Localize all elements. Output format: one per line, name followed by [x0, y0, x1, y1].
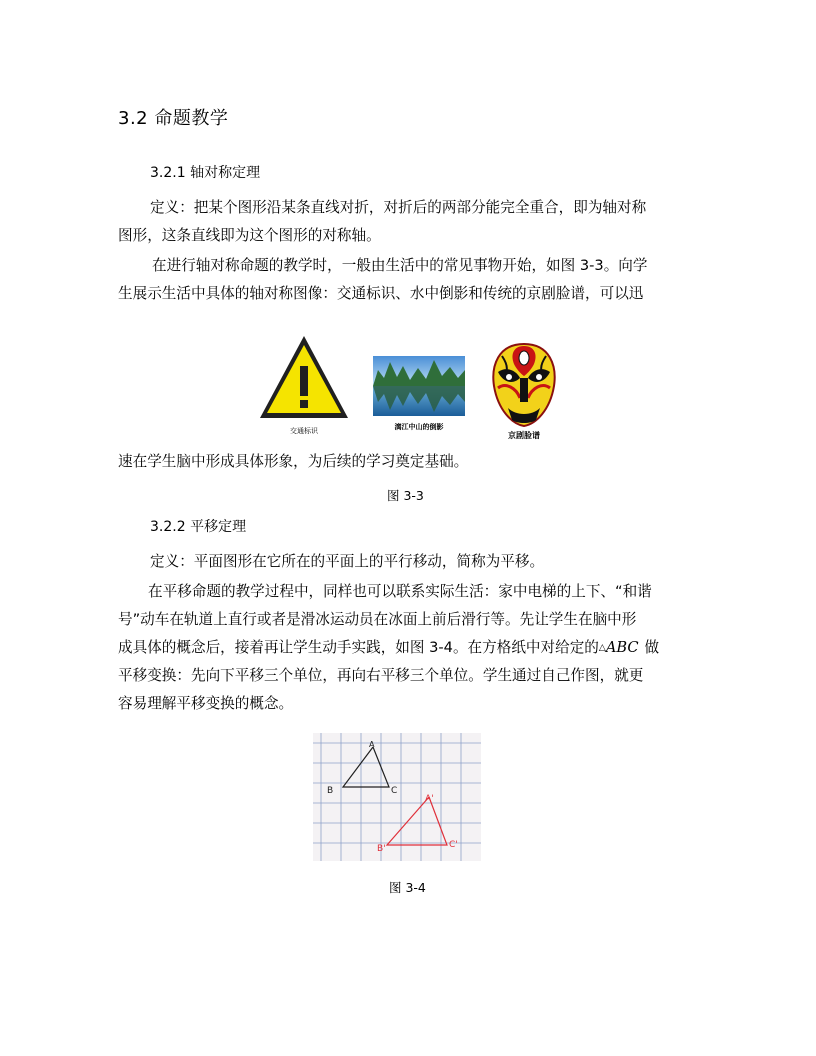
text-line: 定义：把某个图形沿某条直线对折，对折后的两部分能完全重合，即为轴对称: [150, 199, 647, 216]
text-line: [118, 634, 704, 662]
text-line: 容易理解平移变换的概念。: [118, 695, 294, 712]
paragraph-symmetry-teaching: [118, 252, 704, 308]
warning-sign-image: [260, 336, 348, 418]
text-line: 图形，这条直线即为这个图形的对称轴。: [118, 227, 381, 244]
paragraph-definition-translation: [118, 548, 704, 576]
text-line: 号”动车在轨道上直行或者是滑冰运动员在冰面上前后滑行等。先让学生在脑中形: [118, 611, 637, 628]
paragraph-symmetry-continued: [118, 448, 704, 476]
triangle-symbol: △: [598, 643, 606, 653]
figure-caption-3-3: 图 3-3: [387, 488, 424, 503]
subsection-heading-axial-symmetry: 3.2.1 轴对称定理: [150, 165, 261, 181]
text-line: 在进行轴对称命题的教学时，一般由生活中的常见事物开始，如图 3-3。向学: [152, 257, 648, 274]
point-label-b-prime: B': [377, 844, 386, 854]
figure-3-3: [258, 332, 558, 444]
text-line: 平移变换：先向下平移三个单位，再向右平移三个单位。学生通过自己作图，就更: [118, 667, 644, 684]
text-line: 生展示生活中具体的轴对称图像：交通标识、水中倒影和传统的京剧脸谱，可以迅: [118, 285, 644, 302]
point-label-c-prime: C': [449, 840, 458, 850]
paragraph-definition-symmetry: [118, 194, 704, 250]
point-label-a: A: [369, 740, 375, 749]
text-line: 速在学生脑中形成具体形象，为后续的学习奠定基础。: [118, 453, 469, 470]
landscape-reflection-image: [373, 356, 465, 416]
point-label-b: B: [327, 786, 334, 796]
figure-label-traffic-sign: 交通标识: [290, 427, 318, 435]
subsection-heading-translation: 3.2.2 平移定理: [150, 519, 247, 535]
text-segment: 做: [644, 639, 660, 656]
text-segment: 成具体的概念后，接着再让学生动手实践，如图 3-4。在方格纸中对给定的: [118, 639, 599, 656]
text-line: 定义：平面图形在它所在的平面上的平行移动，简称为平移。: [150, 553, 545, 570]
section-heading: 3.2 命题教学: [118, 108, 229, 129]
opera-mask-image: [493, 344, 554, 426]
paragraph-translation-teaching: [118, 578, 704, 718]
point-label-a-prime: A': [425, 794, 434, 804]
math-abc: ABC: [605, 639, 639, 656]
text-line: 在平移命题的教学过程中，同样也可以联系实际生活：家中电梯的上下、“和谐: [148, 583, 652, 600]
figure-caption-3-4: 图 3-4: [389, 880, 426, 895]
figure-label-reflection: 漓江中山的倒影: [394, 423, 444, 431]
figure-label-opera-mask: 京剧脸谱: [508, 431, 540, 440]
figure-3-4: [313, 733, 481, 861]
point-label-c: C: [391, 786, 398, 796]
